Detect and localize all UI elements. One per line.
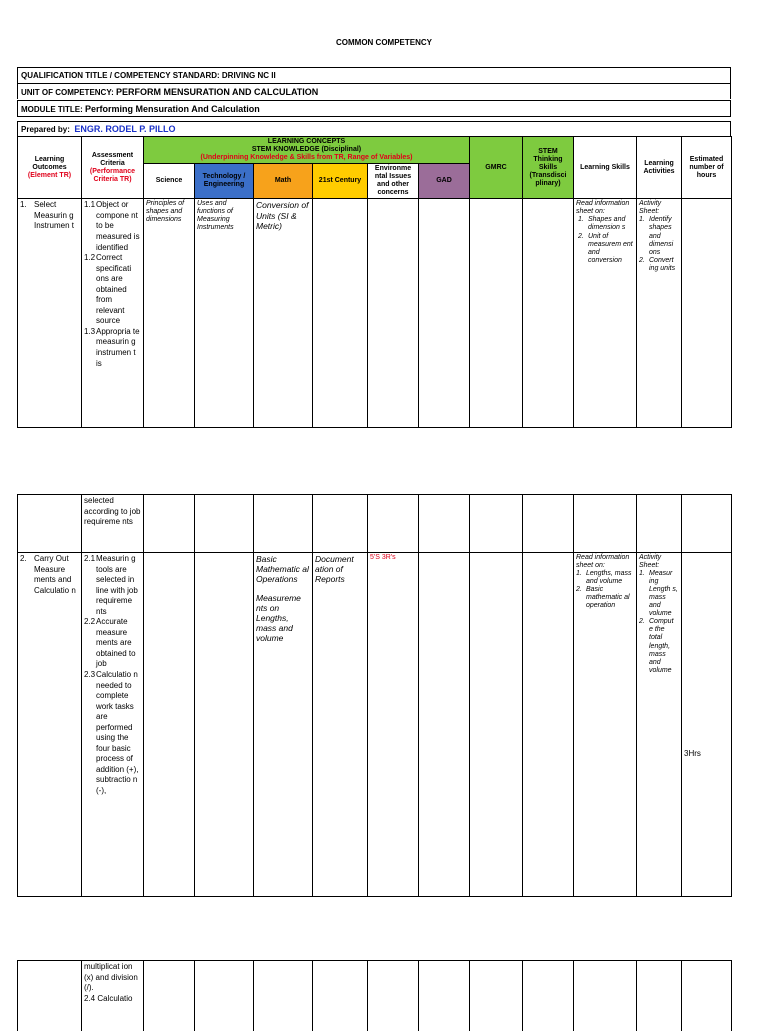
module-label: MODULE TITLE: (21, 105, 83, 114)
learning-skills-cell: Read information sheet on: 1. Lengths, mass and volume 2. Basic mathematic al operation (574, 553, 637, 897)
hours-cell (682, 199, 732, 428)
stem-cell (523, 199, 574, 428)
gad-cell (419, 553, 470, 897)
skill-item: Basic mathematic al operation (586, 586, 630, 610)
criteria-item: Object or compone nt to be measured is identified (96, 200, 140, 252)
outcome-1-cell (18, 199, 82, 428)
competency-table-page3 (17, 960, 732, 1031)
prepared-label: Prepared by: (21, 125, 70, 134)
module-row (17, 100, 731, 116)
math-cell: Conversion of Units (SI & Metric) (254, 199, 313, 428)
unit-value: PERFORM MENSURATION AND CALCULATION (115, 87, 319, 97)
header-math: Math (254, 164, 313, 199)
qualification-text: QUALIFICATION TITLE / COMPETENCY STANDARD: DRIVING NC II (21, 71, 276, 80)
environmental-cell: 5'S 3R's (368, 553, 419, 897)
activity-item: Comput e the total length, mass and volume (649, 618, 674, 674)
criteria-item: Measurin g tools are selected in line with job requireme nts (96, 554, 138, 616)
module-value: Performing Mensuration And Calculation (85, 104, 260, 114)
header-estimated-hours: Estimated number of hours (682, 137, 732, 199)
prepared-row (17, 121, 731, 136)
science-cell (144, 553, 195, 897)
header-learning-skills: Learning Skills (574, 137, 637, 199)
skill-item: Lengths, mass and volume (586, 570, 632, 586)
outcome-number: 2. (20, 554, 27, 563)
technology-cell (195, 553, 254, 897)
activity-item: Convert ing units (649, 256, 676, 272)
century-cell (313, 199, 368, 428)
criteria-item: Calculatio n needed to complete work tasks are performed using the four basic process of addition (+), subtractio n (-), (96, 670, 139, 796)
header-learning-activities: Learning Activities (637, 137, 682, 199)
document-title: COMMON COMPETENCY (336, 38, 432, 47)
learning-activities-cell: Activity Sheet: 1. Measur ing Length s, mass and volume 2. Comput e the total length, mass and volume (637, 553, 682, 897)
competency-table-page1 (17, 136, 732, 428)
unit-row (17, 83, 731, 99)
header-technology: Technology / Engineering (195, 164, 254, 199)
header-gad: GAD (419, 164, 470, 199)
gmrc-cell (470, 553, 523, 897)
competency-table-page2 (17, 494, 732, 897)
science-cell: Principles of shapes and dimensions (144, 199, 195, 428)
outcome-number: 1. (20, 200, 27, 210)
criteria-continued-cell: multiplicat ion (x) and division (/). 2.4 Calculatio (82, 961, 144, 1031)
math-cell: Basic Mathematic al Operations Measureme nts on Lengths, mass and volume (254, 553, 313, 897)
prepared-value: ENGR. RODEL P. PILLO (74, 124, 176, 134)
learning-activities-cell: Activity Sheet: 1. Identify shapes and dimensi ons 2. Convert ing units (637, 199, 682, 428)
hours-cell (682, 553, 732, 897)
outcome-2-cell (18, 553, 82, 897)
qualification-row (17, 67, 731, 83)
activity-item: Measur ing Length s, mass and volume (649, 570, 678, 618)
header-learning-outcomes: Learning Outcomes (Element TR) (18, 137, 82, 199)
gmrc-cell (470, 199, 523, 428)
skill-item: Shapes and dimension s (588, 216, 626, 232)
criteria-item: Correct specificati ons are obtained from relevant source (96, 253, 132, 326)
unit-label: UNIT OF COMPETENCY: (21, 88, 114, 97)
header-gmrc: GMRC (470, 137, 523, 199)
outcome-text: Carry Out Measure ments and Calculatio n (34, 554, 76, 595)
hours-value: 3Hrs (684, 749, 701, 759)
header-learning-concepts: LEARNING CONCEPTS STEM KNOWLEDGE (Disciplinal) (Underpinning Knowledge & Skills from TR, Range of Variables) (144, 137, 470, 164)
header-21st-century: 21st Century (313, 164, 368, 199)
learning-skills-cell: Read information sheet on: 1. Shapes and dimension s 2. Unit of measurem ent and conversion (574, 199, 637, 428)
technology-cell: Uses and functions of Measuring Instruments (195, 199, 254, 428)
criteria-2-cell: 2.1 Measurin g tools are selected in line with job requireme nts 2.2 Accurate measure ments are obtained to job 2.3 Calculatio n needed to complete work tasks are performed using the four basic process of addition (+), subtractio n (-), (82, 553, 144, 897)
header-science: Science (144, 164, 195, 199)
criteria-continued-cell: selected according to job requireme nts (82, 495, 144, 553)
divider (17, 116, 731, 117)
environmental-cell (368, 199, 419, 428)
century-cell: Document ation of Reports (313, 553, 368, 897)
criteria-item: Appropria te measurin g instrumen t is (96, 326, 140, 368)
criteria-item: 2.4 Calculatio (84, 993, 133, 1003)
skill-item: Unit of measurem ent and conversion (588, 232, 633, 264)
header-stem-thinking: STEM Thinking Skills (Transdisci plinary) (523, 137, 574, 199)
activity-item: Identify shapes and dimensi ons (649, 216, 674, 256)
gad-cell (419, 199, 470, 428)
outcome-text: Select Measurin g Instrumen t (34, 200, 75, 231)
criteria-1-cell: 1.1 Object or compone nt to be measured is identified 1.2 Correct specificati ons are obtained from relevant source 1.3 Appropria te measurin g instrumen t is (82, 199, 144, 428)
criteria-item: Accurate measure ments are obtained to job (96, 617, 136, 669)
outcome-continued-cell (18, 495, 82, 553)
stem-cell (523, 553, 574, 897)
header-assessment-criteria: Assessment Criteria (Performance Criteria TR) (82, 137, 144, 199)
header-environmental: Environme ntal Issues and other concerns (368, 164, 419, 199)
